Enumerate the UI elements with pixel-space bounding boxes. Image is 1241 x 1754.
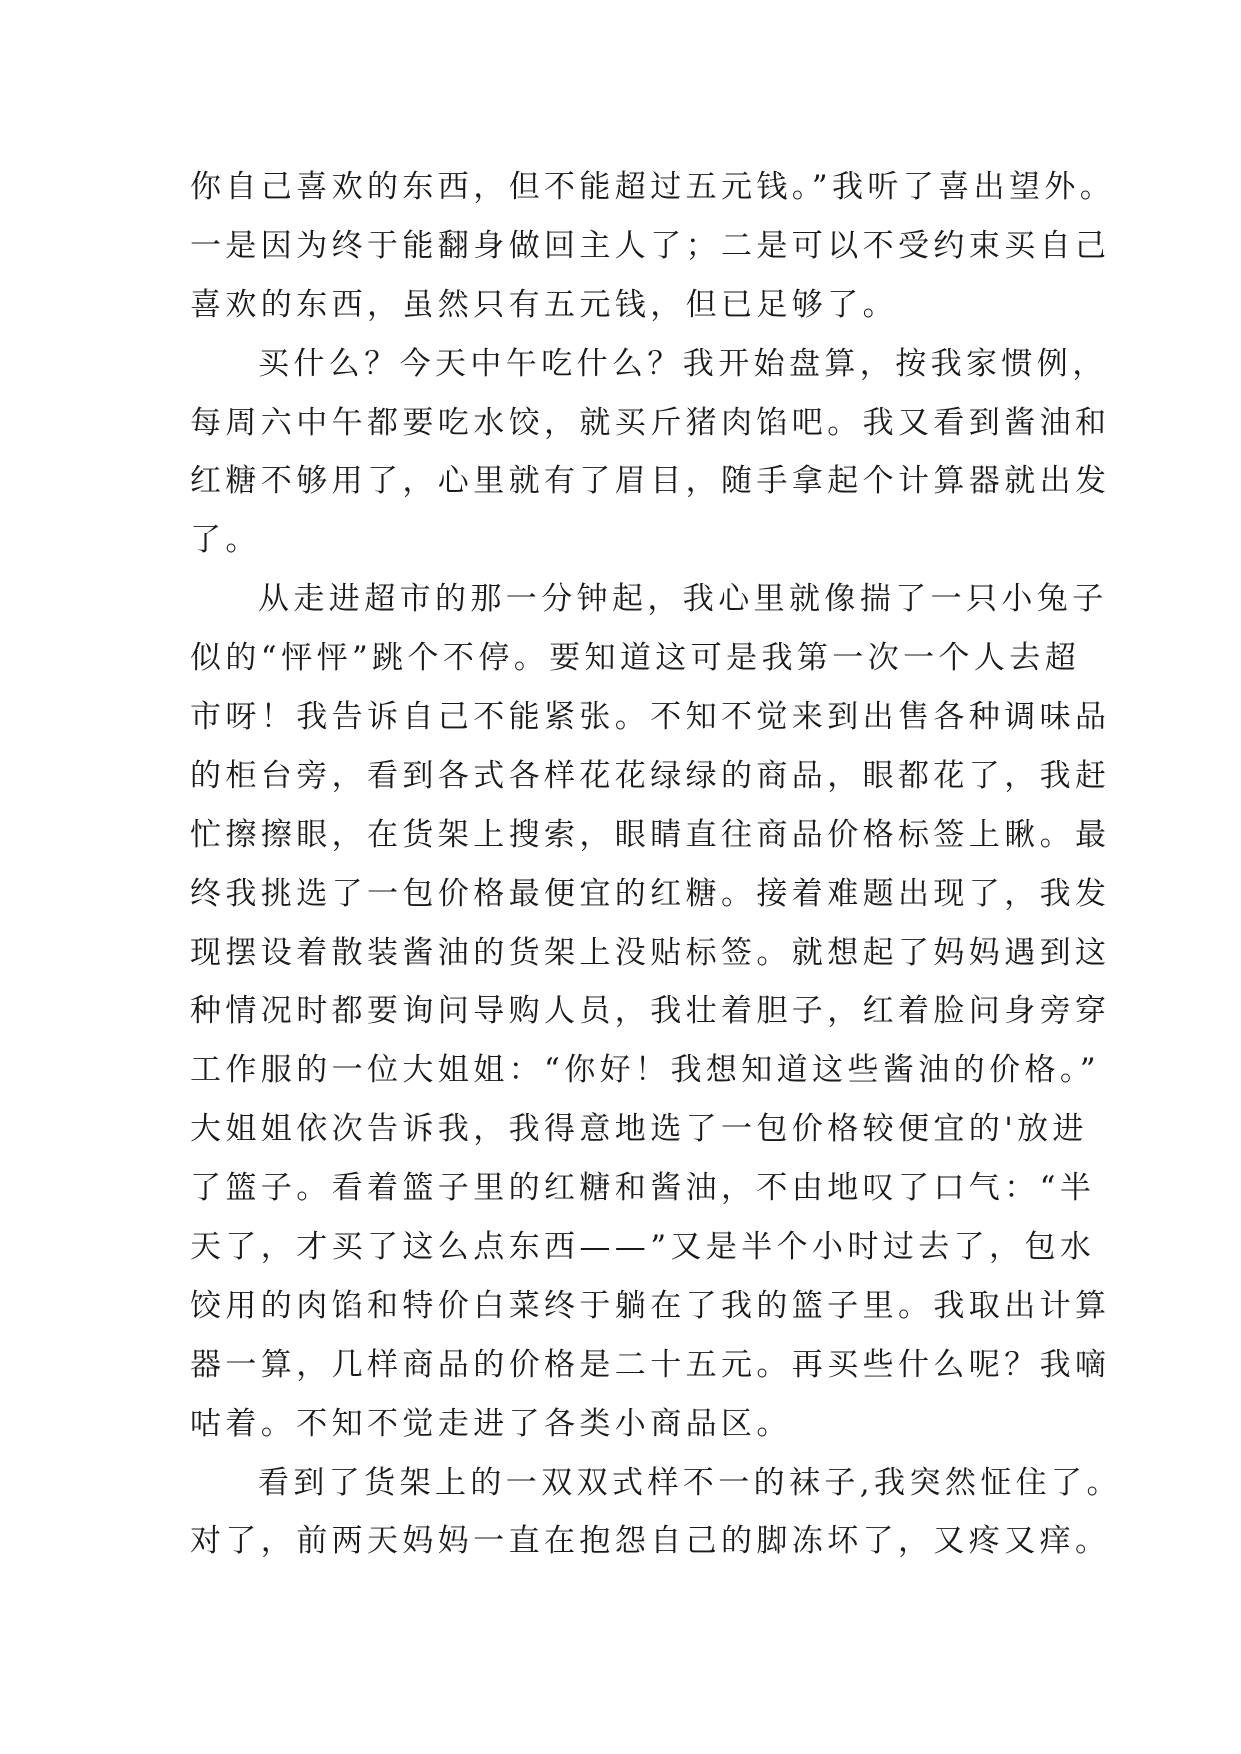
text-line: 种情况时都要询问导购人员，我壮着胆子，红着脸问身旁穿 xyxy=(190,993,1111,1030)
text-line: 天了，才买了这么点东西——”又是半个小时过去了，包水 xyxy=(190,1229,1096,1266)
text-line: 喜欢的东西，虽然只有五元钱，但已足够了。 xyxy=(190,286,898,323)
text-line: 市呀！我告诉自己不能紧张。不知不觉来到出售各种调味品 xyxy=(190,699,1111,736)
text-line: 终我挑选了一包价格最便宜的红糖。接着难题出现了，我发 xyxy=(190,875,1111,912)
text-line: 红糖不够用了，心里就有了眉目，随手拿起个计算器就出发 xyxy=(190,463,1111,500)
text-line: 每周六中午都要吃水饺，就买斤猪肉馅吧。我又看到酱油和 xyxy=(190,404,1111,441)
text-line: 你自己喜欢的东西，但不能超过五元钱。”我听了喜出望外。 xyxy=(190,169,1116,205)
text-line: 的柜台旁，看到各式各样花花绿绿的商品，眼都花了，我赶 xyxy=(190,757,1111,794)
text-line: 了篮子。看着篮子里的红糖和酱油，不由地叹了口气：“半 xyxy=(190,1170,1096,1207)
text-line: 现摆设着散装酱油的货架上没贴标签。就想起了妈妈遇到这 xyxy=(190,934,1111,971)
text-line-indented: 看到了货架上的一双双式样不一的袜子,我突然怔住了。 xyxy=(258,1464,1122,1501)
text-line: 器一算，几样商品的价格是二十五元。再买些什么呢？我嘀 xyxy=(190,1346,1111,1383)
text-line-indented: 从走进超市的那一分钟起，我心里就像揣了一只小兔子 xyxy=(258,581,1108,618)
article-body xyxy=(190,158,1122,1571)
text-line: 忙擦擦眼，在货架上搜索，眼睛直往商品价格标签上瞅。最 xyxy=(190,816,1111,853)
text-line-indented: 买什么？今天中午吃什么？我开始盘算，按我家惯例， xyxy=(258,345,1108,382)
text-line: 咕着。不知不觉走进了各类小商品区。 xyxy=(190,1405,792,1442)
text-line: 大姐姐依次告诉我，我得意地选了一包价格较便宜的'放进 xyxy=(190,1111,1088,1148)
text-line: 对了，前两天妈妈一直在抱怨自己的脚冻坏了，又疼又痒。 xyxy=(190,1523,1111,1560)
text-line: 工作服的一位大姐姐：“你好！我想知道这些酱油的价格。” xyxy=(190,1052,1100,1089)
text-line: 饺用的肉馅和特价白菜终于躺在了我的篮子里。我取出计算 xyxy=(190,1287,1111,1324)
text-line: 似的“怦怦”跳个不停。要知道这可是我第一次一个人去超 xyxy=(190,640,1081,677)
text-line: 一是因为终于能翻身做回主人了；二是可以不受约束买自己 xyxy=(190,227,1111,264)
text-line: 了。 xyxy=(190,522,261,559)
